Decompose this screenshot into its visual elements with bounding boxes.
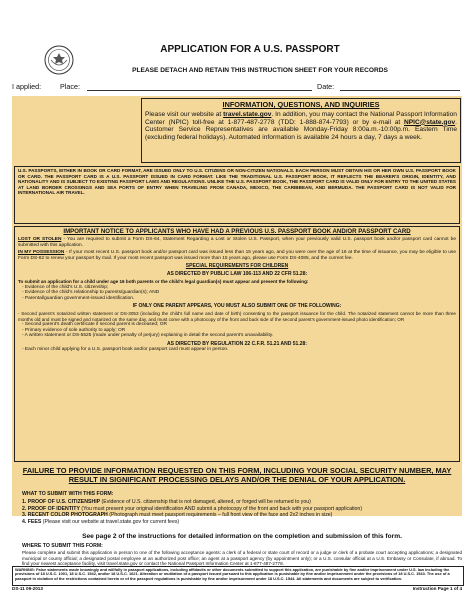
place-label: Place: (60, 82, 80, 91)
what-to-submit-title: WHAT TO SUBMIT WITH THIS FORM: (22, 491, 114, 497)
one-parent-title: IF ONLY ONE PARENT APPEARS, YOU MUST ALSO SUBMIT ONE OF THE FOLLOWING: (132, 303, 342, 310)
one-parent-item: - Primary evidence of sole authority to apply; OR (22, 327, 126, 333)
form-subtitle: PLEASE DETACH AND RETAIN THIS INSTRUCTION SHEET FOR YOUR RECORDS (132, 67, 388, 74)
us-passports-text: U.S. PASSPORTS, EITHER IN BOOK OR CARD FORMAT, ARE ISSUED ONLY TO U.S. CITIZENS OR NON-CITIZEN NATIONALS. EACH PERSON MUST OBTAIN HIS OR HER OWN U.S. PASSPORT BOOK OR CARD. THE PASSPORT CARD IS A U.S. PASSPORT ISSUED IN CARD FORMAT. LIKE THE TRADITIONAL U.S. PASSPORT BOOK, IT REFLECTS THE BEARER'S ORIGIN, IDENTITY, AND NATIONALITY AND IS SUBJECT TO EXISTING PASSPORT LAWS AND REGULATIONS. UNLIKE THE U.S. PASSPORT BOOK, THE PASSPORT CARD IS VALID ONLY FOR ENTRY TO THE UNITED STATES AT LAND BORDER CROSSINGS AND SEA PORTS OF ENTRY WHEN TRAVELING FROM CANADA, MEXICO, THE CARIBBEAN, AND BERMUDA. THE PASSPORT CARD IS NOT VALID FOR INTERNATIONAL AIR TRAVEL. (18, 168, 456, 196)
failure-warning: FAILURE TO PROVIDE INFORMATION REQUESTED ON THIS FORM, INCLUDING YOUR SOCIAL SECURITY NUMBER, MAY RESULT IN SIGNIFICANT PROCESSING DELAYS AND/OR THE DENIAL OF YOUR APPLICATION. (22, 466, 452, 484)
important-notice-box (14, 226, 460, 462)
lost-label: LOST OR STOLEN (18, 237, 62, 242)
date-line[interactable] (340, 90, 460, 91)
public-law-intro: To submit an application for a child under age 16 both parents or the child's legal guardian(s) must appear and present the following: (18, 279, 309, 285)
date-label: Date: (317, 82, 335, 91)
info-text-1: Please visit our website at (145, 111, 224, 118)
submit-item-text: (Evidence of U.S. citizenship that is not damaged, altered, or forged will be returned to you) (100, 499, 311, 505)
form-title: APPLICATION FOR A U.S. PASSPORT (160, 44, 340, 55)
website-link[interactable]: travel.state.gov (223, 111, 272, 118)
page-number: Instruction Page 1 of 4 (412, 586, 462, 591)
one-parent-item: - Second parent's death certificate if second parent is deceased; OR (22, 322, 167, 328)
email-link[interactable]: NPIC@state.gov (404, 118, 456, 126)
special-requirements-title: SPECIAL REQUIREMENTS FOR CHILDREN (185, 263, 289, 270)
what-to-submit-list (22, 499, 462, 525)
where-to-submit-text: Please complete and submit this application in person to one of the following acceptance agents: a clerk of a federal or state court of record or a judge or clerk of a probate court accepting applications; a designated municipal or county official; a designated postal employee at an authorized post office; an agent at a passport agency (by appointment only); or a U.S. consular official at a U.S. Embassy or Consulate, if abroad. To find your nearest acceptance facility, visit travel.state.gov or contact the National Passport Information Center at 1-877-487-2778. (22, 550, 462, 567)
lost-or-stolen-paragraph (18, 237, 456, 248)
information-title: INFORMATION, QUESTIONS, AND INQUIRIES (222, 100, 380, 109)
us-passports-box (14, 166, 460, 224)
possession-label: IN MY POSSESSION (18, 250, 65, 256)
information-box (141, 98, 461, 163)
submit-item-label: 3. RECENT COLOR PHOTOGRAPH (22, 512, 108, 518)
applied-label: I applied: (12, 82, 42, 91)
public-law-title: AS DIRECTED BY PUBLIC LAW 106-113 AND 22 CFR 51.28: (166, 271, 308, 278)
public-law-item: - Evidence of the child's relationship to parents/guardian(s); AND (22, 290, 160, 296)
info-text-3: . Customer Service Representatives are available Monday-Friday 8:00a.m.-10:00p.m. Eastern Time (excluding federal holidays). Automated information is available 24 hours a day, 7 days a week. (145, 118, 457, 141)
regulation-item: - Each minor child applying for a U.S. passport book and/or passport card must appear in person. (22, 346, 229, 352)
submit-item (22, 519, 462, 526)
place-line[interactable] (87, 90, 312, 91)
public-law-item: - Evidence of the child's U.S. citizenship; (22, 284, 109, 290)
notice-title: IMPORTANT NOTICE TO APPLICANTS WHO HAVE HAD A PREVIOUS U.S. PASSPORT BOOK AND/OR PASSPORT CARD (63, 228, 411, 235)
see-page-2-note: See page 2 of the instructions for detailed information on the completion and submission of this form. (82, 533, 402, 540)
warning-box: WARNING: False statements made knowingly and willfully in passport applications, including affidavits or other documents submitted to support this application, are punishable by fine and/or imprisonment under U.S. law including the provisions of 18 U.S.C. 1001, 18 U.S.C. 1542, and/or 18 U.S.C. 1621. Alteration or mutilation of a passport issued pursuant to this application is punishable by fine and/or imprisonment under the provisions of 18 U.S.C. 1543. The use of a passport in violation of the restrictions contained herein or of the passport regulations is punishable by fine and/or imprisonment under 18 U.S.C. 1544. All statements and documents are subject to verification. (12, 566, 464, 586)
submit-item-text: (You must present your original identification AND submit a photocopy of the front and back with your passport application) (79, 505, 363, 512)
submit-item-label: 4. FEES (22, 518, 42, 525)
submit-item-text: (Please visit our website at travel.state.gov for current fees) (41, 518, 180, 525)
in-possession-paragraph (18, 250, 456, 261)
information-body (145, 111, 457, 141)
possession-text: - If your most recent U.S. passport book and/or passport card was issued less than 15 years ago, and you were over the age of 16 at the time of issuance, you may be eligible to use Form DS-82 to renew your passport by mail. If your most recent passport was issued more than 15 years ago, please use Form DS-4085, and the current fee. (18, 250, 456, 261)
submit-item-label: 2. PROOF OF IDENTITY (22, 505, 80, 512)
public-law-item: - Parental/guardian government-issued identification. (22, 295, 135, 301)
form-id: DS-11 09-2013 (12, 586, 43, 591)
one-parent-text: - Second parent's notarized written statement or DS-3053 (including the child's full name and date of birth) consenting to the passport issuance for the child. The notarized statement cannot be more than three months old and must be signed and notarized on the same day, and must come with a photocopy of the front and back side of the second parent's government-issued photo identification; OR (18, 311, 456, 322)
where-to-submit-title: WHERE TO SUBMIT THIS FORM: (22, 543, 103, 549)
one-parent-item: - A written statement or DS-5525 (made under penalty of perjury) explaining in detail the second parent's unavailability. (22, 333, 274, 339)
info-text-2: . In addition, you may contact the National Passport Information Center (NPIC) toll-free at 1-877-487-2778 (TDD: 1-888-874-7793) or by e-mail at (145, 111, 457, 126)
submit-item-label: 1. PROOF OF U.S. CITIZENSHIP (22, 499, 101, 505)
regulation-title: AS DIRECTED BY REGULATION 22 C.F.R. 51.21 AND 51.28: (167, 340, 307, 347)
lost-text: - You are required to submit a Form DS-64, Statement Regarding a Lost or Stolen U.S. Passport, when your previously valid U.S. passport book and/or passport card cannot be submitted with this application. (18, 237, 456, 248)
applied-row (12, 82, 462, 94)
submit-item-text: (Photograph must meet passport requirements – full front view of the face and 2x2 inches in size) (107, 512, 333, 518)
